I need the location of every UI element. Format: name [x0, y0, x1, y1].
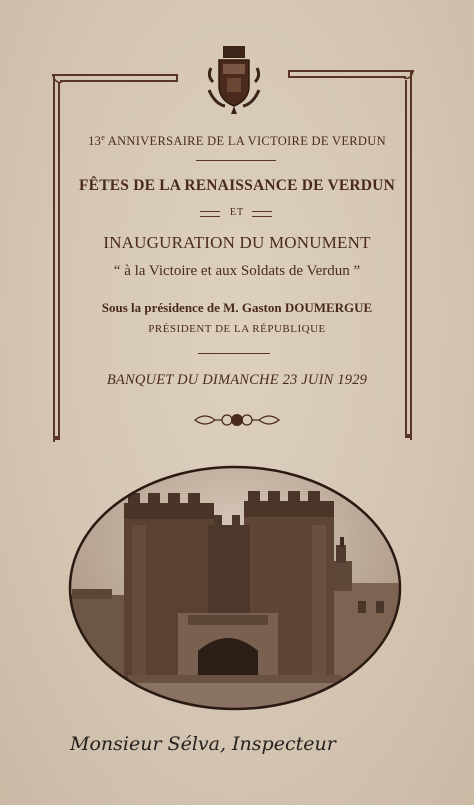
handwritten-recipient: Monsieur Sélva, Inspecteur: [70, 733, 336, 755]
et-right-rule: [252, 211, 272, 217]
frame-top-left-border: [52, 74, 178, 86]
floral-ornament-icon: [193, 410, 281, 430]
banquet-date: BANQUET DU DIMANCHE 23 JUIN 1929: [106, 372, 368, 388]
president-title: PRÉSIDENT DE LA RÉPUBLIQUE: [148, 323, 326, 335]
divider-1: [196, 160, 276, 161]
frame-top-right-border: [288, 70, 414, 82]
inauguration-heading: INAUGURATION DU MONUMENT: [103, 233, 371, 252]
dedication-text: “ à la Victoire et aux Soldats de Verdun ”: [113, 263, 361, 279]
et-label: ET: [229, 207, 245, 218]
fetes-heading: FÊTES DE LA RENAISSANCE DE VERDUN: [79, 177, 395, 194]
anniversary-heading: 13e ANNIVERSAIRE DE LA VICTOIRE DE VERDUN: [88, 133, 386, 149]
coat-of-arms-icon: [205, 46, 263, 118]
presidency-text: Sous la présidence de M. Gaston DOUMERGUE: [101, 300, 373, 315]
porte-chaussee-photo: [68, 465, 402, 711]
divider-2: [198, 353, 270, 354]
